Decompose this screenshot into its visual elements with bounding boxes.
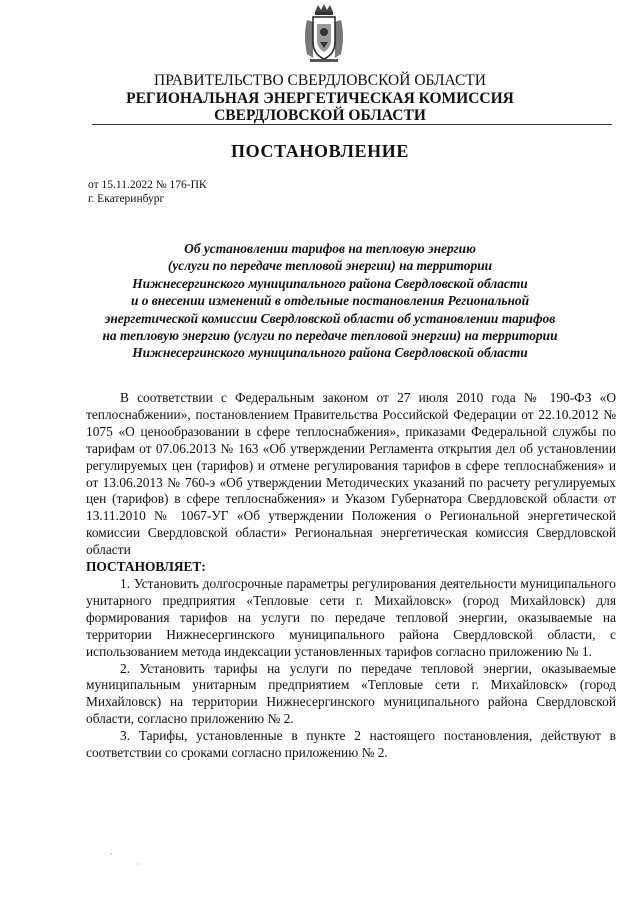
subject-line: Нижнесергинского муниципального района Свердловской области — [132, 345, 528, 361]
subject-line: (услуги по передаче тепловой энергии) на территории — [167, 258, 493, 274]
subject-line: Нижнесергинского муниципального района Свердловской области — [132, 275, 528, 291]
decree-item-3: 3. Тарифы, установленные в пункте 2 настоящего постановления, действуют в соответствии со сроками согласно приложению № 2. — [86, 728, 616, 761]
document-type: ПОСТАНОВЛЕНИЕ — [231, 141, 409, 161]
decree-item-2: 2. Установить тарифы на услуги по передаче тепловой энергии, оказываемые муниципальным унитарным предприятием «Тепловые сети г. Михайловск» (город Михайловск) на территории Нижнесергинского муниципального района Свердловской области, согласно приложению № 2. — [86, 660, 616, 727]
document-subject — [80, 240, 580, 362]
issue-city: г. Екатеринбург — [88, 193, 165, 205]
government-name: ПРАВИТЕЛЬСТВО СВЕРДЛОВСКОЙ ОБЛАСТИ — [154, 72, 486, 89]
subject-line: на тепловую энергию (услуги по передаче тепловой энергии) на территории — [102, 328, 558, 344]
subject-line: Об установлении тарифов на тепловую энергию — [184, 241, 476, 256]
coat-of-arms-icon — [301, 2, 347, 64]
commission-region: СВЕРДЛОВСКОЙ ОБЛАСТИ — [214, 107, 426, 124]
header-divider — [92, 124, 612, 125]
decree-word: ПОСТАНОВЛЯЕТ: — [86, 559, 206, 575]
document-body — [86, 390, 616, 762]
subject-line: и о внесении изменений в отдельные постановления Региональной — [130, 293, 530, 309]
issuing-authority — [0, 72, 640, 125]
date-number: от 15.11.2022 № 176-ПК — [88, 179, 207, 191]
document-meta — [88, 178, 207, 206]
commission-name: РЕГИОНАЛЬНАЯ ЭНЕРГЕТИЧЕСКАЯ КОМИССИЯ — [126, 89, 514, 107]
subject-line: энергетической комиссии Свердловской области об установлении тарифов — [104, 310, 556, 326]
decree-item-1: 1. Установить долгосрочные параметры регулирования деятельности муниципального унитарного предприятия «Тепловые сети г. Михайловск» (город Михайловск) для формирования тарифов на услуги по передаче тепловой энергии, оказываемые на территории Нижнесергинского муниципального района Свердловской области, с использованием метода индексации установленных тарифов согласно приложению № 1. — [86, 575, 616, 659]
scan-specks — [108, 848, 148, 868]
preamble-paragraph: В соответствии с Федеральным законом от 27 июля 2010 года № 190-ФЗ «О теплоснабжении», постановлением Правительства Российской Федерации от 22.10.2012 № 1075 «О ценообразовании в сфере теплоснабжения», приказами Федеральной службы по тарифам от 07.06.2013 № 163 «Об утверждении Регламента открытия дел об установлении регулируемых цен (тарифов) и отмене регулирования тарифов в сфере теплоснабжения» и от 13.06.2013 № 760-э «Об утверждении Методических указаний по расчету регулируемых цен (тарифов) в сфере теплоснабжения» и Указом Губернатора Свердловской области от 13.11.2010 № 1067-УГ «Об утверждении Положения о Региональной энергетической комиссии Свердловской области» Региональная энергетическая комиссия Свердловской области — [86, 390, 616, 558]
